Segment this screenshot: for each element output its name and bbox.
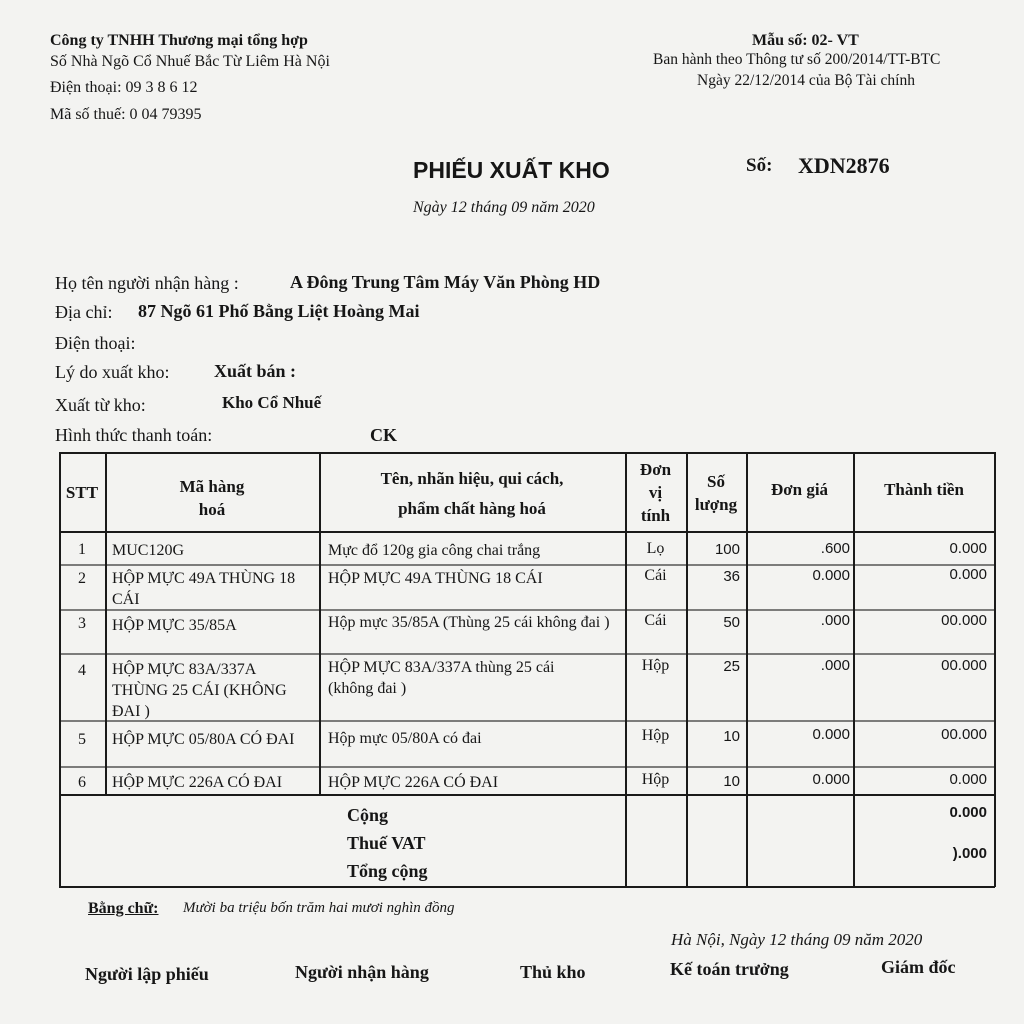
- company-address: Số Nhà Ngõ Cổ Nhuế Bắc Từ Liêm Hà Nội: [50, 53, 330, 70]
- row-4-code: HỘP MỰC 83A/337A THÙNG 25 CÁI (KHÔNG ĐAI ): [112, 661, 287, 720]
- header-code-line-1: Mã hàng: [179, 477, 245, 496]
- row-5-unit-price: 0.000: [812, 726, 850, 743]
- row-3-code: HỘP MỰC 35/85A: [112, 617, 237, 634]
- receiver-address-label: Địa chỉ:: [55, 302, 113, 322]
- row-5-unit: Hộp: [641, 727, 670, 744]
- reason-label: Lý do xuất kho:: [55, 362, 170, 382]
- header-unit-price: Đơn giá: [770, 480, 829, 499]
- row-4-stt: 4: [78, 662, 86, 679]
- row-1-stt: 1: [78, 541, 86, 558]
- document-number: XDN2876: [798, 153, 890, 178]
- header-code-line-2: hoá: [198, 500, 226, 519]
- row-2-description: HỘP MỰC 49A THÙNG 18 CÁI: [328, 570, 543, 587]
- row-2-unit: Cái: [644, 567, 667, 584]
- row-6-quantity: 10: [723, 773, 740, 790]
- vat-amount: ).000: [952, 845, 987, 862]
- row-5-code: HỘP MỰC 05/80A CÓ ĐAI: [112, 731, 295, 748]
- row-1-unit: Lọ: [646, 540, 665, 557]
- row-6-code: HỘP MỰC 226A CÓ ĐAI: [112, 774, 283, 791]
- signature-chief-accountant: Kế toán trưởng: [670, 959, 789, 979]
- signature-director: Giám đốc: [881, 957, 956, 977]
- signature-place-date: Hà Nội, Ngày 12 tháng 09 năm 2020: [671, 930, 923, 949]
- row-2-quantity: 36: [723, 568, 740, 585]
- receiver-name: A Đông Trung Tâm Máy Văn Phòng HD: [290, 272, 601, 292]
- header-amount: Thành tiền: [884, 480, 964, 499]
- header-quantity: [686, 470, 746, 516]
- row-1-description: Mực đổ 120g gia công chai trắng: [328, 542, 541, 559]
- warehouse-value: Kho Cổ Nhuế: [222, 393, 322, 412]
- receiver-phone-label: Điện thoại:: [55, 333, 136, 353]
- company-phone: Điện thoại: 09 3 8 6 12: [50, 79, 198, 96]
- row-4-unit: Hộp: [641, 657, 670, 674]
- form-code: Mẫu số: 02- VT: [752, 32, 859, 49]
- row-3-quantity: 50: [723, 614, 740, 631]
- row-2-stt: 2: [78, 570, 86, 587]
- header-description-line-1: Tên, nhãn hiệu, qui cách,: [380, 469, 564, 488]
- payment-label: Hình thức thanh toán:: [55, 425, 213, 445]
- row-1-amount: 0.000: [949, 540, 987, 557]
- row-2-code: HỘP MỰC 49A THÙNG 18 CÁI: [112, 570, 296, 608]
- header-quantity-line-1: Số: [707, 472, 725, 491]
- row-5-quantity: 10: [723, 728, 740, 745]
- table-border-top: [59, 452, 995, 454]
- row-3-unit-price: .000: [820, 612, 850, 629]
- total-label: Tổng cộng: [347, 861, 428, 881]
- document-date: Ngày 12 tháng 09 năm 2020: [413, 199, 595, 216]
- warehouse-label: Xuất từ kho:: [55, 395, 146, 415]
- row-6-unit-price: 0.000: [812, 771, 850, 788]
- row-1-unit-price: .600: [820, 540, 850, 557]
- subtotal-label: Cộng: [347, 805, 389, 825]
- row-1-quantity: 100: [714, 541, 740, 558]
- goods-table: [59, 452, 995, 887]
- row-sep-5: [59, 766, 995, 768]
- row-3-description: Hộp mực 35/85A (Thùng 25 cái không đai ): [328, 614, 610, 631]
- header-code: [105, 475, 319, 521]
- header-unit-line-3: tính: [640, 506, 671, 525]
- in-words-text: Mười ba triệu bốn trăm hai mươi nghìn đồng: [183, 900, 455, 916]
- header-divider: [59, 531, 995, 533]
- table-border-right: [994, 452, 996, 887]
- subtotal-amount: 0.000: [949, 804, 987, 821]
- document-number-label: Số:: [746, 155, 773, 176]
- row-6-stt: 6: [78, 774, 86, 791]
- header-unit: [625, 458, 686, 527]
- row-5-amount: 00.000: [941, 726, 987, 743]
- header-unit-line-1: Đơn: [639, 460, 672, 479]
- row-5-description: Hộp mực 05/80A có đai: [328, 730, 482, 747]
- vat-label: Thuế VAT: [347, 833, 426, 853]
- receiver-address: 87 Ngõ 61 Phố Bằng Liệt Hoàng Mai: [138, 301, 420, 321]
- row-3-unit: Cái: [644, 612, 667, 629]
- reason-value: Xuất bán :: [214, 361, 297, 381]
- row-4-amount: 00.000: [941, 657, 987, 674]
- items-divider: [59, 794, 995, 796]
- row-6-unit: Hộp: [641, 771, 670, 788]
- row-4-description: HỘP MỰC 83A/337A thùng 25 cái (không đai ): [328, 659, 555, 697]
- signature-receiver: Người nhận hàng: [295, 962, 429, 982]
- signature-preparer: Người lập phiếu: [85, 964, 209, 984]
- table-border-bottom: [59, 886, 995, 888]
- receiver-name-label: Họ tên người nhận hàng :: [55, 273, 239, 293]
- header-description-line-2: phẩm chất hàng hoá: [398, 499, 546, 518]
- row-2-amount: 0.000: [949, 566, 987, 583]
- company-tax-code: Mã số thuế: 0 04 79395: [50, 106, 202, 123]
- row-5-stt: 5: [78, 731, 86, 748]
- header-unit-line-2: vị: [648, 483, 663, 502]
- company-name: Công ty TNHH Thương mại tổng hợp: [50, 32, 308, 49]
- document-title: PHIẾU XUẤT KHO: [413, 157, 610, 183]
- form-issued-by: Ban hành theo Thông tư số 200/2014/TT-BTC: [653, 51, 941, 68]
- row-6-description: HỘP MỰC 226A CÓ ĐAI: [328, 774, 499, 791]
- row-3-amount: 00.000: [941, 612, 987, 629]
- row-3-stt: 3: [78, 615, 86, 632]
- payment-value: CK: [370, 425, 397, 445]
- row-4-quantity: 25: [723, 658, 740, 675]
- header-description: [319, 464, 625, 524]
- in-words-label: Bằng chữ:: [88, 900, 159, 917]
- header-stt: STT: [65, 483, 99, 502]
- form-issued-date: Ngày 22/12/2014 của Bộ Tài chính: [697, 72, 915, 89]
- row-4-unit-price: .000: [820, 657, 850, 674]
- row-2-unit-price: 0.000: [812, 567, 850, 584]
- header-quantity-line-2: lượng: [694, 495, 738, 514]
- signature-storekeeper: Thủ kho: [520, 962, 586, 982]
- row-6-amount: 0.000: [949, 771, 987, 788]
- row-1-code: MUC120G: [112, 542, 185, 559]
